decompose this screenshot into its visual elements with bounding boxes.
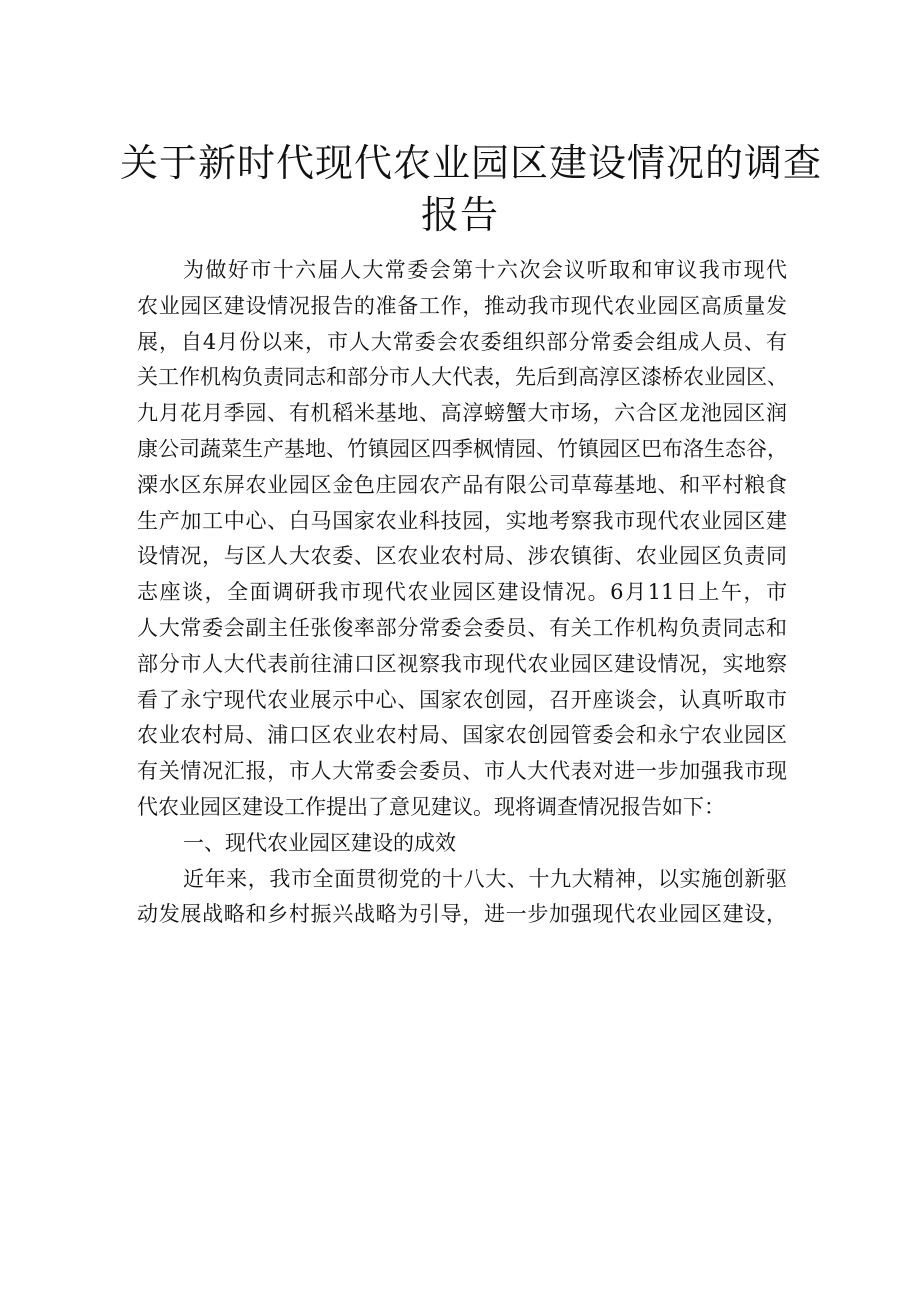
text-line: 关工作机构负责同志和部分市人大代表，先后到高淳区漆桥农业园区、	[137, 365, 788, 390]
text-line: 有关情况汇报，市人大常委会委员、市人大代表对进一步加强我市现	[137, 759, 787, 784]
intro-paragraph	[137, 253, 787, 826]
document-title	[120, 137, 823, 241]
section-paragraph	[137, 862, 787, 934]
text-line: 九月花月季园、有机稻米基地、高淳螃蟹大市场，六合区龙池园区润	[137, 401, 787, 426]
section-heading	[137, 826, 787, 862]
text-line: 展，自4月份以来，市人大常委会农委组织部分常委会组成人员、有	[137, 329, 787, 354]
text-line: 为做好市十六届人大常委会第十六次会议听取和审议我市现代	[183, 258, 787, 282]
text-line: 人大常委会副主任张俊率部分常委会委员、有关工作机构负责同志和	[137, 615, 787, 640]
document-body	[137, 253, 787, 933]
title-line: 报告	[420, 193, 499, 238]
text-line: 动发展战略和乡村振兴战略为引导，进一步加强现代农业园区建设，	[137, 902, 787, 927]
text-line: 农业园区建设情况报告的准备工作，推动我市现代农业园区高质量发	[137, 293, 787, 318]
text-line: 近年来，我市全面贯彻党的十八大、十九大精神，以实施创新驱	[183, 866, 787, 891]
text-line: 设情况，与区人大农委、区农业农村局、涉农镇街、农业园区负责同	[137, 544, 787, 569]
text-line: 农业农村局、浦口区农业农村局、国家农创园管委会和永宁农业园区	[137, 723, 787, 748]
text-line: 代农业园区建设工作提出了意见建议。现将调查情况报告如下：	[137, 794, 725, 819]
text-line: 生产加工中心、白马国家农业科技园，实地考察我市现代农业园区建	[137, 508, 787, 533]
title-line: 关于新时代现代农业园区建设情况的调查	[120, 141, 823, 186]
text-line: 溧水区东屏农业园区金色庄园农产品有限公司草莓基地、和平村粮食	[137, 472, 787, 497]
heading-line: 一、现代农业园区建设的成效	[183, 830, 456, 855]
text-line: 部分市人大代表前往浦口区视察我市现代农业园区建设情况，实地察	[137, 651, 787, 676]
text-line: 康公司蔬菜生产基地、竹镇园区四季枫情园、竹镇园区巴布洛生态谷，	[137, 436, 788, 461]
text-line: 看了永宁现代农业展示中心、国家农创园，召开座谈会，认真听取市	[137, 687, 787, 712]
text-line: 志座谈，全面调研我市现代农业园区建设情况。6月11日上午，市	[137, 580, 787, 605]
